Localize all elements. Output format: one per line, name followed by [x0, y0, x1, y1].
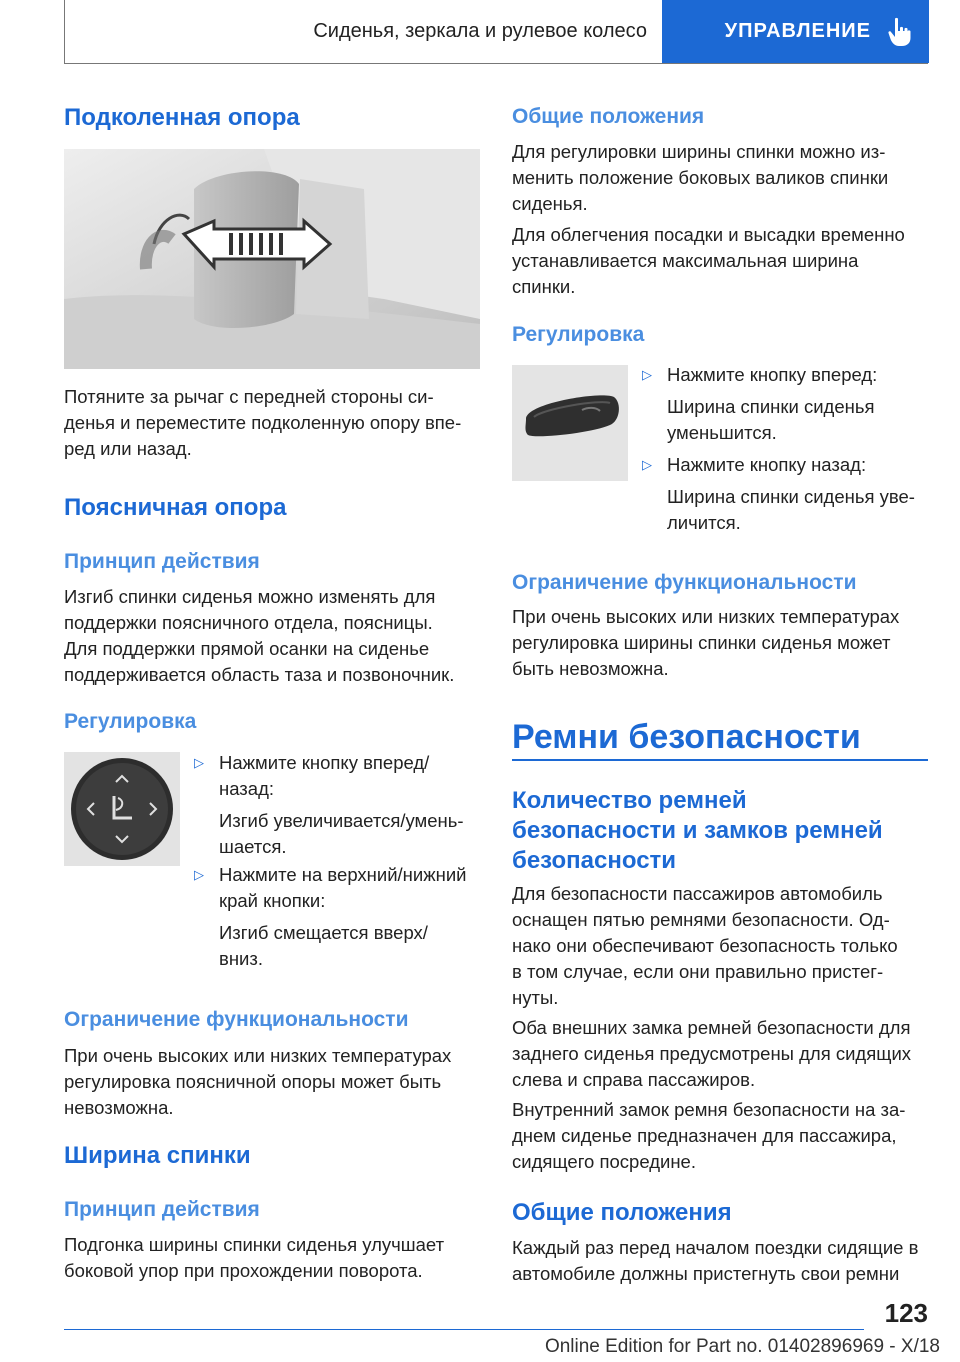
width-principle-heading: Принцип действия	[64, 1198, 260, 1221]
bullet-triangle-icon: ▷	[642, 367, 652, 382]
backrest-width-heading: Ширина спинки	[64, 1142, 251, 1169]
lumbar-principle-heading: Принцип действия	[64, 550, 260, 573]
section-divider	[512, 759, 928, 761]
width-bullet-1: Нажмите кнопку вперед:	[667, 364, 878, 385]
lumbar-limit-heading: Ограничение функциональности	[64, 1008, 409, 1031]
lumbar-support-heading: Поясничная опора	[64, 494, 287, 521]
header-chapter-label: УПРАВЛЕНИЕ	[724, 20, 871, 42]
lumbar-bullet-1-result: Изгиб увеличивается/умень- шается.	[219, 810, 464, 857]
belts-general-heading: Общие положения	[512, 1199, 732, 1226]
edition-text: Online Edition for Part no. 01402896969 - X/18	[544, 1336, 940, 1357]
width-general-heading: Общие положения	[512, 105, 705, 128]
belts-text-1: Для безопасности пассажиров автомобиль оснащен пятью ремнями безопасности. Од- нако они обеспечивают безопасность только в том случае, если они правильно пристег- нуты.	[512, 883, 898, 1008]
pointing-hand-icon	[887, 17, 913, 47]
width-bullet-2: Нажмите кнопку назад:	[667, 454, 867, 475]
page-header	[64, 0, 928, 64]
lumbar-bullet-2-result: Изгиб смещается вверх/ вниз.	[219, 922, 428, 969]
width-control-illustration	[512, 365, 628, 481]
bullet-triangle-icon: ▷	[642, 457, 652, 472]
bullet-triangle-icon: ▷	[194, 867, 204, 882]
width-limit-text: При очень высоких или низких температурах регулировка ширины спинки сиденья может быть невозможна.	[512, 606, 900, 679]
bullet-triangle-icon: ▷	[194, 755, 204, 770]
lumbar-bullet-2: Нажмите на верхний/нижний край кнопки:	[219, 864, 467, 911]
page-number: 123	[884, 1298, 928, 1328]
width-principle-text: Подгонка ширины спинки сиденья улучшает боковой упор при прохождении поворота.	[64, 1234, 445, 1281]
header-chapter-tab[interactable]	[662, 0, 929, 63]
belts-text-2: Оба внешних замка ремней безопасности для заднего сиденья предусмотрены для сидящих слева и справа пассажиров.	[512, 1017, 912, 1090]
width-limit-heading: Ограничение функциональности	[512, 571, 857, 594]
width-button-photo	[512, 365, 628, 481]
lumbar-bullet-1: Нажмите кнопку вперед/ назад:	[219, 752, 430, 799]
belts-general-text: Каждый раз перед началом поездки сидящие в автомобиле должны пристегнуть свои ремни	[512, 1237, 919, 1284]
width-bullet-1-result: Ширина спинки сиденья уменьшится.	[667, 396, 875, 443]
lumbar-principle-text: Изгиб спинки сиденья можно изменять для поддержки поясничного отдела, поясницы. Для поддержки прямой осанки на сиденье поддерживается область таза и позвоночник.	[64, 586, 455, 685]
knee-support-text: Потяните за рычаг с передней стороны си- денья и переместите подколенную опору впе- ред или назад.	[64, 386, 462, 459]
seat-belts-heading: Ремни безопасности	[512, 718, 861, 756]
lumbar-limit-text: При очень высоких или низких температурах регулировка поясничной опоры может быть невозможна.	[64, 1045, 452, 1118]
lumbar-adjust-heading: Регулировка	[64, 710, 197, 733]
width-general-text-2: Для облегчения посадки и высадки временно устанавливается максимальная ширина спинки.	[512, 224, 905, 297]
knee-support-photo	[64, 149, 480, 369]
header-section-title: Сиденья, зеркала и рулевое колесо	[313, 20, 647, 42]
width-general-text-1: Для регулировки ширины спинки можно из- менить положение боковых валиков спинки сиденья.	[512, 141, 889, 214]
width-bullet-2-result: Ширина спинки сиденья уве- личится.	[667, 486, 915, 533]
knee-support-heading: Подколенная опора	[64, 104, 300, 131]
lumbar-button-photo	[64, 752, 180, 866]
belts-text-3: Внутренний замок ремня безопасности на за- днем сиденье предназначен для пассажира, сидящего посредине.	[512, 1099, 906, 1172]
width-adjust-heading: Регулировка	[512, 323, 645, 346]
belts-count-heading: Количество ремней безопасности и замков ремней безопасности	[512, 787, 883, 874]
knee-support-illustration	[64, 149, 480, 369]
lumbar-control-illustration	[64, 752, 180, 866]
footer-divider	[64, 1329, 864, 1330]
